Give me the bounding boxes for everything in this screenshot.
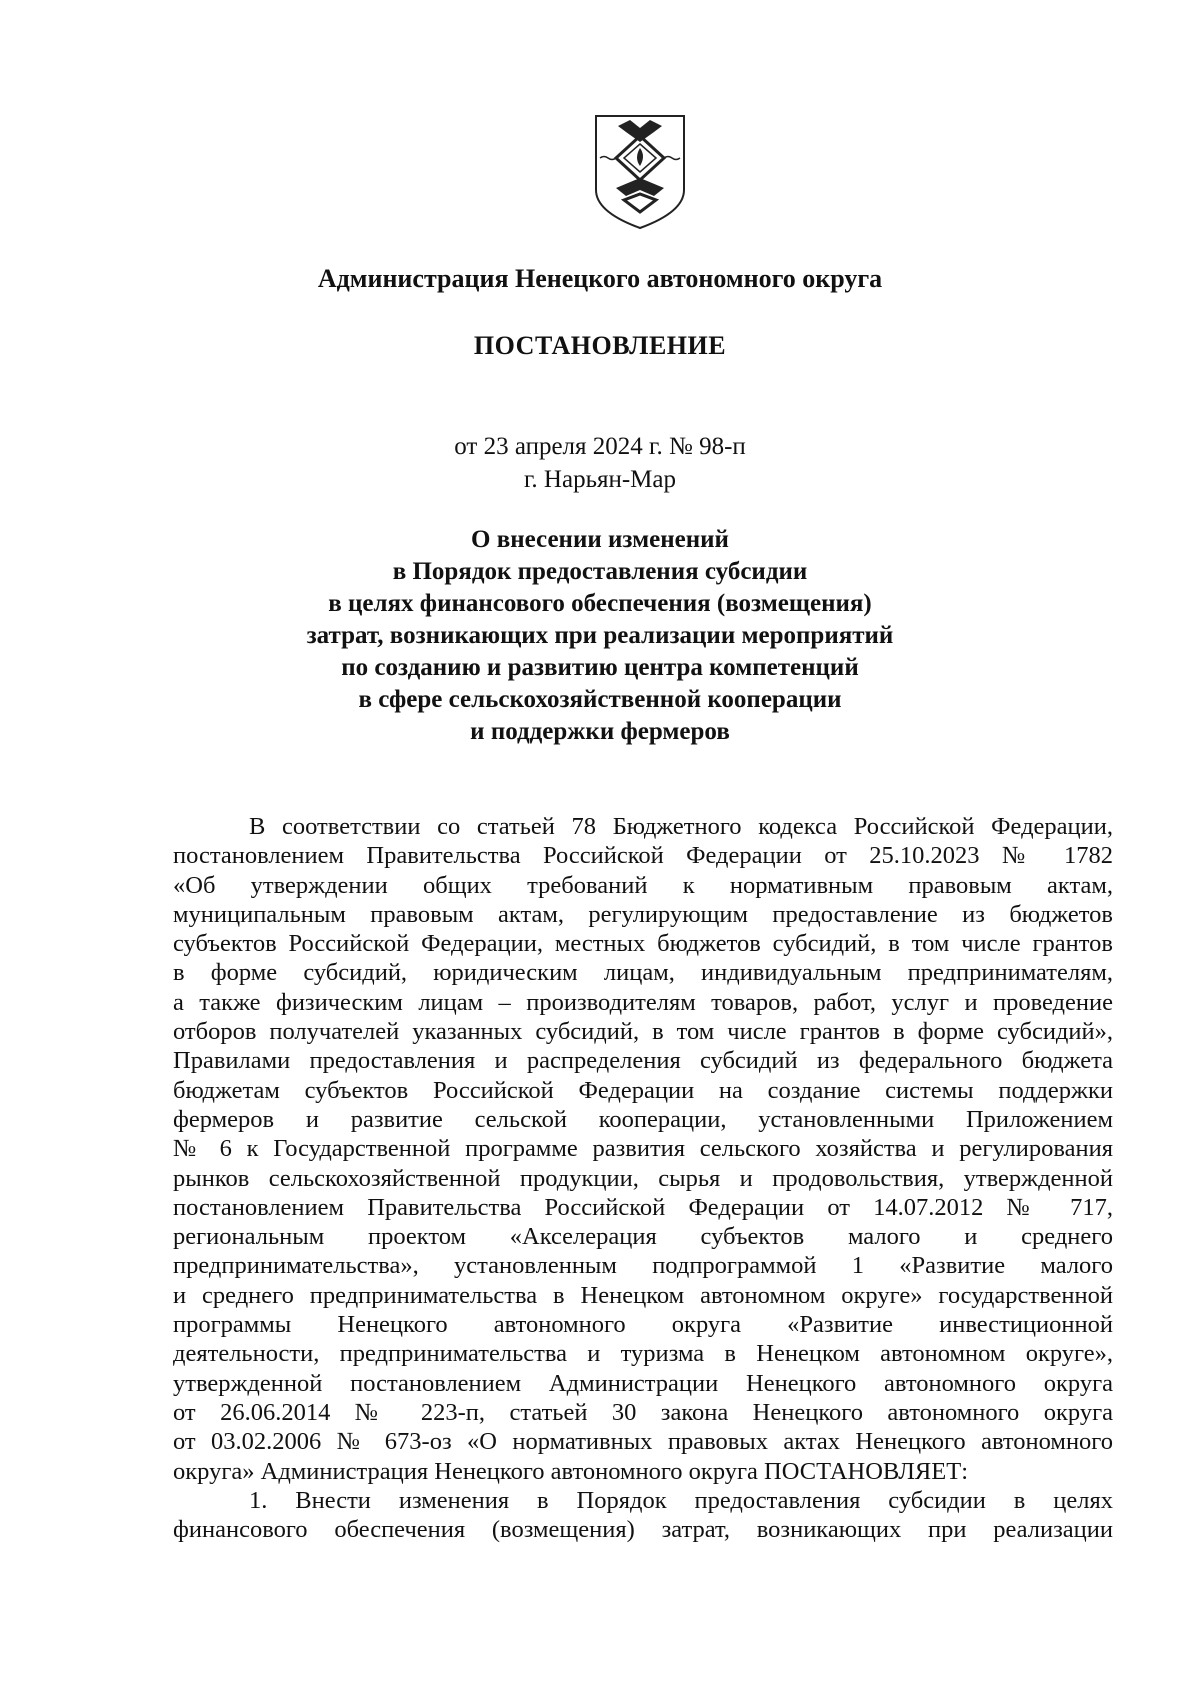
document-body bbox=[173, 812, 1113, 1544]
preamble-line: рынков сельскохозяйственной продукции, сырья и продовольствия, утвержденной bbox=[173, 1164, 1113, 1192]
preamble-line: предпринимательства», установленным подпрограммой 1 «Развитие малого bbox=[173, 1252, 1113, 1280]
item-1-line: финансового обеспечения (возмещения) затрат, возникающих при реализации bbox=[173, 1516, 1113, 1544]
preamble-line: утвержденной постановлением Администрации Ненецкого автономного округа bbox=[173, 1369, 1113, 1397]
preamble-line: и среднего предпринимательства в Ненецком автономном округе» государственной bbox=[173, 1281, 1113, 1309]
preamble-line: муниципальным правовым актам, регулирующим предоставление из бюджетов bbox=[173, 900, 1113, 928]
document-meta bbox=[0, 430, 1200, 496]
preamble-line: фермеров и развитие сельской кооперации, установленными Приложением bbox=[173, 1105, 1113, 1133]
document-type: ПОСТАНОВЛЕНИЕ bbox=[473, 331, 727, 360]
preamble-line: округа» Администрация Ненецкого автономного округа ПОСТАНОВЛЯЕТ: bbox=[173, 1457, 969, 1485]
preamble-line: «Об утверждении общих требований к нормативным правовым актам, bbox=[173, 871, 1113, 899]
city: г. Нарьян-Мар bbox=[523, 466, 676, 493]
subject-line: в Порядок предоставления субсидии bbox=[392, 558, 808, 585]
preamble-line: программы Ненецкого автономного округа «Развитие инвестиционной bbox=[173, 1311, 1113, 1339]
preamble-line: В соответствии со статьей 78 Бюджетного кодекса Российской Федерации, bbox=[249, 813, 1113, 840]
preamble-line: постановлением Правительства Российской Федерации от 14.07.2012 № 717, bbox=[173, 1193, 1113, 1221]
preamble-line: от 03.02.2006 № 673-оз «О нормативных правовых актах Ненецкого автономного bbox=[173, 1428, 1113, 1456]
date-number: от 23 апреля 2024 г. № 98-п bbox=[454, 433, 746, 460]
preamble-line: а также физическим лицам – производителям товаров, работ, услуг и проведение bbox=[173, 988, 1113, 1016]
subject-line: О внесении изменений bbox=[471, 526, 729, 553]
subject-line: и поддержки фермеров bbox=[470, 718, 730, 745]
subject-line: в сфере сельскохозяйственной кооперации bbox=[358, 686, 842, 713]
preamble-line: субъектов Российской Федерации, местных бюджетов субсидий, в том числе грантов bbox=[173, 930, 1113, 958]
subject-line: затрат, возникающих при реализации мероприятий bbox=[306, 622, 894, 649]
preamble-line: Правилами предоставления и распределения субсидий из федерального бюджета bbox=[173, 1047, 1113, 1075]
preamble-line: деятельности, предпринимательства и туризма в Ненецком автономном округе», bbox=[173, 1340, 1113, 1368]
preamble-line: в форме субсидий, юридическим лицам, индивидуальным предпринимателям, bbox=[173, 959, 1113, 987]
preamble-line: № 6 к Государственной программе развития сельского хозяйства и регулирования bbox=[173, 1135, 1113, 1163]
subject-line: по созданию и развитию центра компетенций bbox=[341, 654, 859, 681]
coat-of-arms-icon bbox=[590, 112, 690, 232]
preamble-line: от 26.06.2014 № 223-п, статьей 30 закона Ненецкого автономного округа bbox=[173, 1398, 1113, 1426]
document-subject bbox=[0, 524, 1200, 748]
organization-title: Администрация Ненецкого автономного округа bbox=[317, 264, 883, 293]
subject-line: в целях финансового обеспечения (возмещения) bbox=[328, 590, 872, 617]
item-1-line: 1. Внести изменения в Порядок предоставления субсидии в целях bbox=[249, 1486, 1113, 1514]
preamble-line: бюджетам субъектов Российской Федерации на создание системы поддержки bbox=[173, 1076, 1113, 1104]
preamble-line: отборов получателей указанных субсидий, в том числе грантов в форме субсидий», bbox=[173, 1018, 1113, 1046]
preamble-line: постановлением Правительства Российской Федерации от 25.10.2023 № 1782 bbox=[173, 842, 1113, 870]
preamble-line: региональным проектом «Акселерация субъектов малого и среднего bbox=[173, 1223, 1113, 1251]
